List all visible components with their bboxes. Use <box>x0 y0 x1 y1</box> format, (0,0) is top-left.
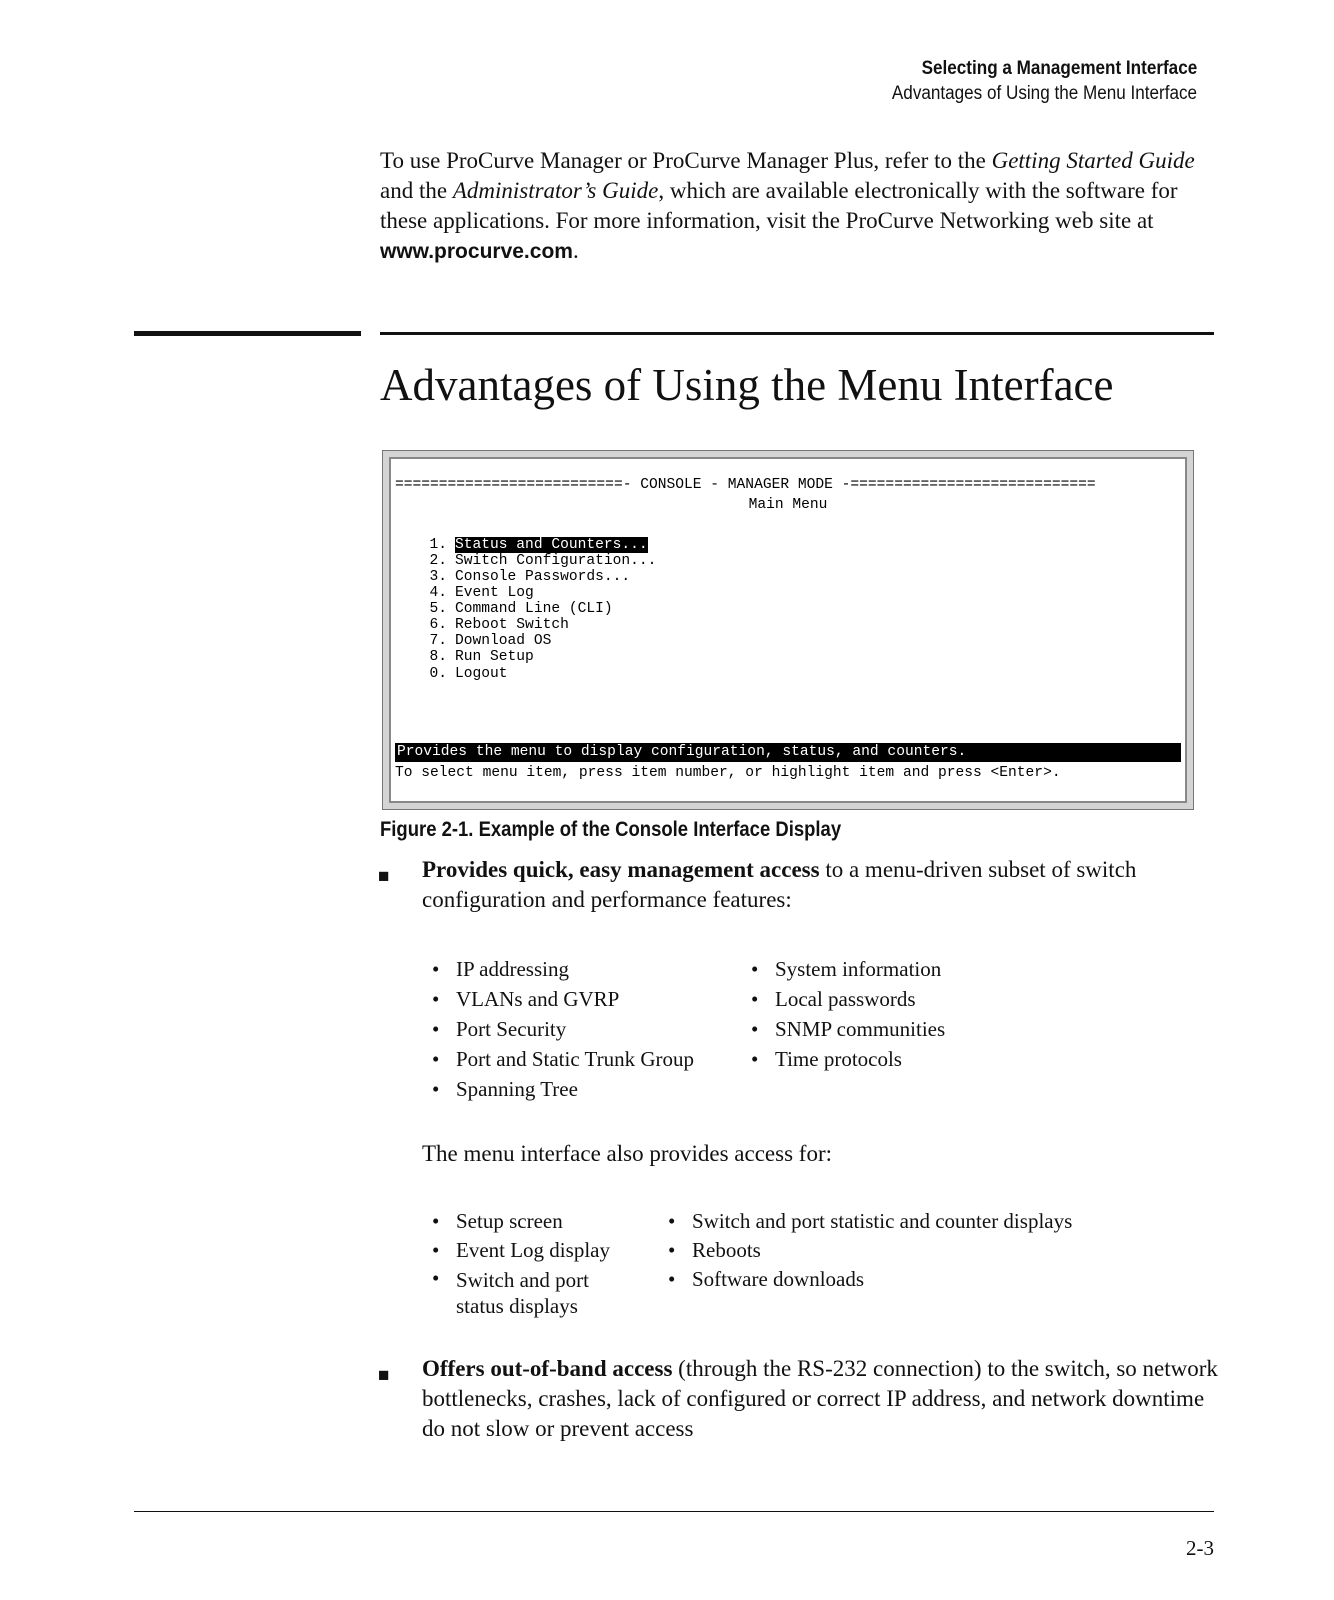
console-help-bar: Provides the menu to display configuration, status, and counters. <box>395 743 1181 762</box>
running-header-title: Selecting a Management Interface <box>921 58 1197 79</box>
list-item: • SNMP communities <box>741 1014 1061 1044</box>
bullet-text: (through the RS-232 connection) to the switch, so network bottlenecks, crashes, lack of configured or correct IP address, and network downtime do not slow or prevent access <box>422 1356 1218 1441</box>
console-figure <box>382 450 1194 810</box>
menu-item-label: Command Line (CLI) <box>455 601 613 617</box>
list-item: • Reboots <box>658 1236 1218 1265</box>
menu-item-label: Run Setup <box>455 649 534 665</box>
access-list-right <box>658 1207 1218 1294</box>
figure-caption: Figure 2-1. Example of the Console Interface Display <box>380 818 842 841</box>
access-list-left <box>422 1207 640 1319</box>
menu-item-label: Console Passwords... <box>455 569 631 585</box>
list-item: • Port Security <box>422 1014 742 1044</box>
menu-item-label: Logout <box>455 666 508 682</box>
menu-item-reboot-switch[interactable]: 6. Reboot Switch <box>429 617 569 633</box>
menu-item-console-passwords[interactable]: 3. Console Passwords... <box>429 569 631 585</box>
list-item: • Event Log display <box>422 1236 640 1265</box>
console-screen <box>389 457 1187 803</box>
access-intro: The menu interface also provides access for: <box>422 1141 832 1166</box>
square-bullet-icon: ■ <box>378 1365 390 1386</box>
list-item: • Port and Static Trunk Group <box>422 1044 742 1074</box>
bullet-text: to a menu-driven subset of switch configuration and performance features: <box>422 857 1137 912</box>
section-title: Advantages of Using the Menu Interface <box>380 360 1114 410</box>
section-rule-left <box>134 331 361 336</box>
bullet-quick-management <box>422 855 1222 915</box>
page-number: 2-3 <box>1186 1536 1214 1560</box>
console-instructions: To select menu item, press item number, or highlight item and press <Enter>. <box>395 765 1061 781</box>
menu-item-label: Switch Configuration... <box>455 553 657 569</box>
intro-text-4: . <box>572 238 579 263</box>
menu-item-label: Event Log <box>455 585 534 601</box>
intro-paragraph <box>380 146 1214 267</box>
list-item: • System information <box>741 954 1061 984</box>
section-rule-right <box>380 332 1214 335</box>
list-item: • Time protocols <box>741 1044 1061 1074</box>
list-item: • Spanning Tree <box>422 1074 742 1104</box>
bullet-bold-lead: Provides quick, easy management access <box>422 857 820 882</box>
intro-text-1: To use ProCurve Manager or ProCurve Manager Plus, refer to the <box>380 148 992 173</box>
features-list-left <box>422 954 742 1104</box>
menu-item-label: Download OS <box>455 633 552 649</box>
intro-text-3: , which are available electronically with the software for these applications. For more information, visit the ProCurve Networking web site at <box>380 178 1178 233</box>
list-item: • Switch and port statistic and counter displays <box>658 1207 1218 1236</box>
list-item: • VLANs and GVRP <box>422 984 742 1014</box>
square-bullet-icon: ■ <box>378 866 390 887</box>
menu-item-download-os[interactable]: 7. Download OS <box>429 633 552 649</box>
menu-item-run-setup[interactable]: 8. Run Setup <box>429 649 534 665</box>
menu-item-event-log[interactable]: 4. Event Log <box>429 585 534 601</box>
console-menu-title: Main Menu <box>748 497 828 513</box>
list-item: • Switch and port status displays <box>422 1265 640 1319</box>
menu-item-switch-configuration[interactable]: 2. Switch Configuration... <box>429 553 657 569</box>
console-header-line: ==========================- CONSOLE - MANAGER MODE -============================ <box>395 477 1096 493</box>
list-item: • Software downloads <box>658 1265 1218 1294</box>
menu-item-status-and-counters[interactable]: 1. Status and Counters... <box>429 537 648 553</box>
footer-rule <box>134 1511 1214 1512</box>
procurve-web-link[interactable]: www.procurve.com <box>380 240 573 263</box>
intro-text-2: and the <box>380 178 453 203</box>
bullet-bold-lead: Offers out-of-band access <box>422 1356 673 1381</box>
menu-item-logout[interactable]: 0. Logout <box>429 666 508 682</box>
menu-item-command-line[interactable]: 5. Command Line (CLI) <box>429 601 613 617</box>
menu-item-label: Reboot Switch <box>455 617 569 633</box>
bullet-out-of-band <box>422 1354 1222 1444</box>
running-header-subtitle: Advantages of Using the Menu Interface <box>891 83 1197 104</box>
list-item: • IP addressing <box>422 954 742 984</box>
list-item: • Setup screen <box>422 1207 640 1236</box>
getting-started-guide-title: Getting Started Guide <box>991 148 1195 173</box>
list-item: • Local passwords <box>741 984 1061 1014</box>
menu-item-label: Status and Counters... <box>455 537 648 553</box>
administrators-guide-title: Administrator’s Guide <box>452 178 659 203</box>
features-list-right <box>741 954 1061 1074</box>
